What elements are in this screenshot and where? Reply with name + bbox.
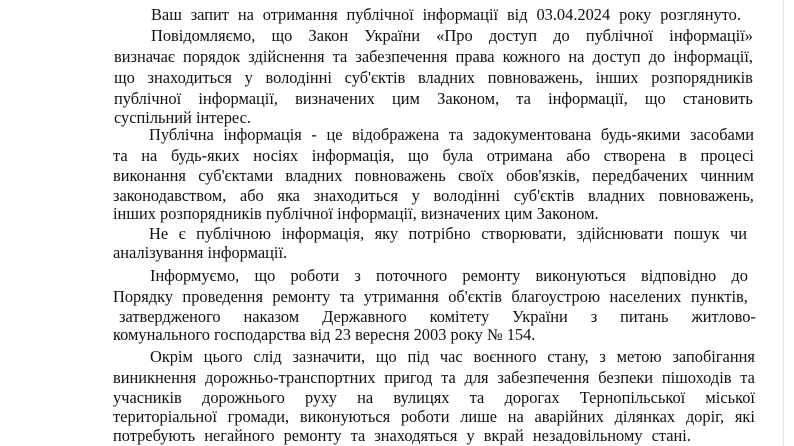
word: є	[178, 224, 186, 243]
word: забезпечення	[355, 47, 448, 66]
word: виконуються	[299, 407, 391, 426]
word: це	[326, 125, 343, 144]
word: Окрім	[150, 347, 193, 366]
word: ремонту	[462, 266, 521, 285]
word: року	[450, 325, 483, 344]
word: владних	[587, 186, 646, 205]
word: учасників	[113, 388, 182, 407]
word: дорожньо-транспортних	[204, 368, 376, 387]
word: або	[566, 146, 591, 165]
word: та	[339, 287, 355, 306]
word: від	[506, 5, 528, 24]
word: вулицях	[393, 388, 450, 407]
word: та	[448, 125, 464, 144]
word: потребують	[113, 426, 196, 445]
word: обов'язків,	[506, 166, 580, 185]
paragraph-2-line-2	[114, 47, 753, 66]
word: воєнного	[473, 347, 537, 366]
word: законодавством,	[113, 186, 227, 205]
word: дорогах	[504, 388, 560, 407]
word: на	[568, 47, 585, 66]
word: наказом	[243, 307, 300, 326]
word: Повідомляємо,	[151, 26, 256, 45]
word: була	[442, 146, 474, 165]
paragraph-5-line-2	[113, 287, 748, 306]
paragraph-2-line-4	[114, 89, 753, 108]
word: з	[590, 307, 598, 326]
word: отримання	[262, 5, 338, 24]
word: володінні	[265, 68, 332, 87]
word: Ваш	[151, 5, 182, 24]
paragraph-4-line-2	[113, 243, 287, 262]
word: -	[311, 125, 317, 144]
word: виконуються	[535, 266, 626, 285]
word: громади,	[227, 407, 290, 426]
word: у	[411, 186, 420, 205]
word: вересня	[355, 325, 410, 344]
word: Закон	[308, 26, 349, 45]
word: на	[357, 388, 374, 407]
word: затвердженого	[119, 307, 221, 326]
paragraph-1-line-1	[151, 5, 741, 24]
word: Державного	[322, 307, 407, 326]
word: міської	[705, 388, 755, 407]
word: з	[599, 347, 606, 366]
word: владних	[285, 166, 343, 185]
word: інформації,	[198, 89, 278, 108]
paragraph-5-line-3	[119, 307, 756, 326]
word: визначених	[420, 204, 501, 223]
word: дорожнього	[201, 388, 285, 407]
word: «Про	[436, 26, 473, 45]
word: розпорядників	[160, 204, 262, 223]
word: інтерес.	[195, 108, 251, 127]
word: суспільний	[114, 108, 192, 127]
word: у	[244, 68, 253, 87]
word: суб'єктів	[513, 186, 575, 205]
word: публічною	[196, 224, 272, 243]
word: ділянках	[614, 407, 676, 426]
word: суб'єктів	[344, 68, 406, 87]
paragraph-6-line-5	[113, 426, 691, 445]
word: на	[507, 407, 524, 426]
word: роботи	[400, 407, 450, 426]
word: інформація,	[311, 146, 395, 165]
word: руху	[304, 388, 337, 407]
word: 03.04.2024	[536, 5, 611, 24]
word: №	[486, 325, 503, 344]
paragraph-6-line-2	[113, 368, 755, 387]
word: пунктів,	[690, 287, 748, 306]
word: безпеки	[598, 368, 654, 387]
word: стану,	[547, 347, 589, 366]
word: до	[648, 47, 666, 66]
word: інформації,	[337, 204, 417, 223]
paragraph-6-line-3	[113, 388, 755, 407]
word: від	[309, 325, 331, 344]
word: інформації.	[207, 243, 288, 262]
word: що	[271, 26, 293, 45]
paragraph-6-line-4	[113, 407, 755, 426]
paragraph-2-line-1	[151, 26, 753, 45]
word: інформації,	[673, 47, 753, 66]
paragraph-2-line-3	[114, 68, 753, 87]
word: доріг,	[685, 407, 725, 426]
word: цим	[504, 204, 533, 223]
paragraph-5-line-1	[150, 266, 748, 285]
word: відображена	[352, 125, 440, 144]
word: що	[644, 89, 666, 108]
word: визначених	[295, 89, 375, 108]
word: знаходиться	[313, 186, 398, 205]
word: та	[740, 368, 755, 387]
word: знаходяться	[374, 426, 458, 445]
word: яка	[277, 186, 300, 205]
word: та	[469, 388, 485, 407]
word: доступ	[592, 47, 641, 66]
paragraph-6-line-1	[150, 347, 755, 366]
word: що	[407, 146, 429, 165]
word: Не	[149, 224, 169, 243]
word: доступ	[488, 26, 537, 45]
word: повноважень	[354, 166, 446, 185]
word: час	[439, 347, 463, 366]
word: здійснювати	[576, 224, 664, 243]
word: вкрай	[483, 426, 524, 445]
word: стані.	[651, 426, 691, 445]
word: становить	[682, 89, 753, 108]
word: 2003	[413, 325, 447, 344]
word: передбачених	[592, 166, 688, 185]
paragraph-4-line-1	[149, 224, 747, 243]
word: Публічна	[149, 125, 214, 144]
word: пішоходів	[661, 368, 732, 387]
word: інформація	[223, 125, 302, 144]
word: аварійних	[534, 407, 604, 426]
word: права	[455, 47, 495, 66]
word: інформація,	[281, 224, 365, 243]
word: суб'єктами	[198, 166, 274, 185]
word: для	[464, 368, 489, 387]
word: запит	[190, 5, 229, 24]
word: публічної	[585, 26, 654, 45]
word: відповідно	[641, 266, 717, 285]
word: або	[239, 186, 264, 205]
word: комітету	[429, 307, 490, 326]
page-edge-divider	[783, 0, 784, 446]
word: метою	[616, 347, 662, 366]
word: які	[734, 407, 755, 426]
word: Інформуємо,	[150, 266, 240, 285]
word: процесі	[700, 146, 754, 165]
word: визначає	[114, 47, 175, 66]
word: та	[113, 146, 128, 165]
word: потрібно	[408, 224, 471, 243]
word: слід	[253, 347, 282, 366]
word: повноважень,	[487, 68, 583, 87]
word: цього	[203, 347, 243, 366]
word: засобами	[690, 125, 754, 144]
word: територіальної	[113, 407, 217, 426]
word: утримання	[363, 287, 439, 306]
word: та	[350, 426, 366, 445]
word: отримана	[486, 146, 553, 165]
word: до	[731, 266, 748, 285]
word: запобігання	[672, 347, 755, 366]
word: чинним	[700, 166, 754, 185]
word: владних	[417, 68, 475, 87]
word: будь-яких	[170, 146, 240, 165]
word: Законом,	[437, 89, 500, 108]
word: виконання	[113, 166, 186, 185]
word: на	[141, 146, 158, 165]
word: що	[375, 347, 397, 366]
word: створювати,	[481, 224, 567, 243]
word: Законом.	[536, 204, 599, 223]
word: незадовільному	[532, 426, 643, 445]
word: публічної	[265, 204, 334, 223]
word: яку	[374, 224, 399, 243]
word: ремонту	[283, 426, 342, 445]
word: негайного	[204, 426, 275, 445]
word: інформації	[422, 5, 499, 24]
paragraph-3-line-5	[113, 204, 599, 223]
word: що	[114, 68, 135, 87]
word: житлово-	[691, 307, 756, 326]
word: року	[619, 5, 652, 24]
word: лише	[460, 407, 498, 426]
word: володінні	[433, 186, 501, 205]
word: та	[332, 47, 348, 66]
word: публічної	[114, 89, 182, 108]
word: проведення	[182, 287, 263, 306]
word: України	[364, 26, 421, 45]
word: цим	[392, 89, 420, 108]
word: об'єктів	[448, 287, 502, 306]
word: та	[516, 89, 531, 108]
word: що	[254, 266, 276, 285]
paragraph-3-line-1	[149, 125, 754, 144]
word: задокументована	[472, 125, 592, 144]
word: пошук	[673, 224, 720, 243]
word: зазначити,	[292, 347, 366, 366]
word: інформації,	[548, 89, 628, 108]
word: порядок	[183, 47, 241, 66]
word: до	[553, 26, 570, 45]
word: 23	[334, 325, 351, 344]
paragraph-3-line-4	[113, 186, 754, 205]
word: чи	[729, 224, 747, 243]
word: здійснення	[248, 47, 325, 66]
word: пригод	[384, 368, 433, 387]
word: Порядку	[113, 287, 174, 306]
word: господарства	[214, 325, 306, 344]
word: інших	[113, 204, 156, 223]
word: комунального	[113, 325, 210, 344]
word: ремонту	[272, 287, 331, 306]
word: інших	[595, 68, 639, 87]
word: благоустрою	[511, 287, 601, 306]
word: створена	[603, 146, 666, 165]
word: та	[441, 368, 456, 387]
word: питань	[620, 307, 669, 326]
word: повноважень,	[658, 186, 754, 205]
word: знаходиться	[147, 68, 232, 87]
word: розпорядників	[651, 68, 753, 87]
word: своїх	[457, 166, 494, 185]
word: населених	[609, 287, 682, 306]
paragraph-5-line-4	[113, 325, 535, 344]
word: інформації»	[669, 26, 753, 45]
word: виникнення	[113, 368, 197, 387]
word: кожного	[502, 47, 561, 66]
word: Тернопільської	[579, 388, 686, 407]
word: забезпечення	[497, 368, 590, 387]
word: будь-якими	[600, 125, 681, 144]
paragraph-3-line-2	[113, 146, 754, 165]
word: носіях	[253, 146, 299, 165]
word: роботи	[290, 266, 340, 285]
word: в	[679, 146, 687, 165]
word: аналізування	[113, 243, 204, 262]
word: України	[512, 307, 568, 326]
paragraph-3-line-3	[113, 166, 754, 185]
word: розглянуто.	[660, 5, 741, 24]
word: у	[466, 426, 475, 445]
word: 154.	[506, 325, 536, 344]
word: з	[354, 266, 361, 285]
word: на	[237, 5, 254, 24]
word: під	[407, 347, 430, 366]
word: публічної	[346, 5, 414, 24]
word: поточного	[375, 266, 448, 285]
